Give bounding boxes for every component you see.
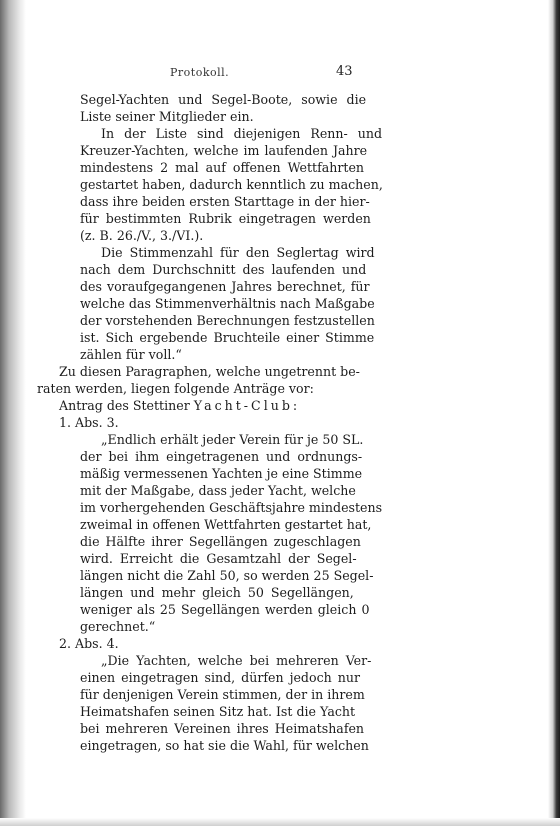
text-line: Heimatshafen seinen Sitz hat. Ist die Yacht	[80, 704, 356, 719]
text-line: mindestens 2 mal auf offenen Wettfahrten	[80, 160, 365, 175]
text-line: Liste seiner Mitglieder ein.	[80, 109, 254, 124]
text-line: des voraufgegangenen Jahres berechnet, für	[80, 279, 370, 294]
text-line: für denjenigen Verein stimmen, der in ihrem	[80, 687, 365, 702]
text-line: „Die Yachten, welche bei mehreren Ver-	[101, 653, 372, 668]
text-line: bei mehreren Vereinen ihres Heimatshafen	[80, 721, 365, 736]
text-line: der bei ihm eingetragenen und ordnungs-	[80, 449, 363, 464]
text-line: mäßig vermessenen Yachten je eine Stimme	[80, 466, 363, 481]
text-line: längen nicht die Zahl 50, so werden 25 Segel-	[80, 568, 374, 583]
text-line: zählen für voll.“	[80, 347, 182, 362]
text-line: die Hälfte ihrer Segellängen zugeschlagen	[80, 534, 361, 549]
text-line: ist. Sich ergebende Bruchteile einer Stimme	[80, 330, 375, 345]
text-line: weniger als 25 Segellängen werden gleich 0	[80, 602, 370, 617]
text-line: zweimal in offenen Wettfahrten gestartet hat,	[80, 517, 372, 532]
text-line: In der Liste sind diejenigen Renn- und	[101, 126, 383, 141]
text-line: Segel-Yachten und Segel-Boote, sowie die	[80, 92, 367, 107]
text-line: wird. Erreicht die Gesamtzahl der Segel-	[80, 551, 357, 566]
scan-shadow-right	[548, 0, 560, 826]
text-line: nach dem Durchschnitt des laufenden und	[80, 262, 367, 277]
text-line: eingetragen, so hat sie die Wahl, für welchen	[80, 738, 369, 753]
text-line: raten werden, liegen folgende Anträge vor:	[37, 381, 314, 396]
text-line: 2. Abs. 4.	[59, 636, 119, 651]
text-line: (z. B. 26./V., 3./VI.).	[80, 228, 204, 243]
text-line: „Endlich erhält jeder Verein für je 50 SL.	[101, 432, 364, 447]
text-line: gerechnet.“	[80, 619, 156, 634]
text-line: einen eingetragen sind, dürfen jedoch nur	[80, 670, 360, 685]
text-line: längen und mehr gleich 50 Segellängen,	[80, 585, 354, 600]
text-line: Kreuzer-Yachten, welche im laufenden Jahre	[80, 143, 368, 158]
text-line: der vorstehenden Berechnungen festzustellen	[80, 313, 375, 328]
motion-label: Antrag des Stettiner	[59, 398, 190, 413]
page-number: 43	[336, 64, 353, 79]
text-line: 1. Abs. 3.	[59, 415, 119, 430]
text-line	[59, 397, 300, 414]
text-line: welche das Stimmenverhältnis nach Maßgabe	[80, 296, 375, 311]
text-line: gestartet haben, dadurch kenntlich zu machen,	[80, 177, 383, 192]
scan-shadow-left	[0, 0, 26, 826]
running-head: Protokoll.	[170, 66, 230, 79]
text-line: dass ihre beiden ersten Starttage in der hier-	[80, 194, 370, 209]
club-name: Yacht-Club:	[193, 398, 301, 413]
text-line: mit der Maßgabe, dass jeder Yacht, welche	[80, 483, 356, 498]
scan-shadow-bottom	[0, 818, 560, 826]
text-line: für bestimmten Rubrik eingetragen werden	[80, 211, 371, 226]
text-line: Die Stimmenzahl für den Seglertag wird	[101, 245, 375, 260]
text-line: Zu diesen Paragraphen, welche ungetrennt be-	[59, 364, 360, 379]
text-line: im vorhergehenden Geschäftsjahre mindestens	[80, 500, 383, 515]
